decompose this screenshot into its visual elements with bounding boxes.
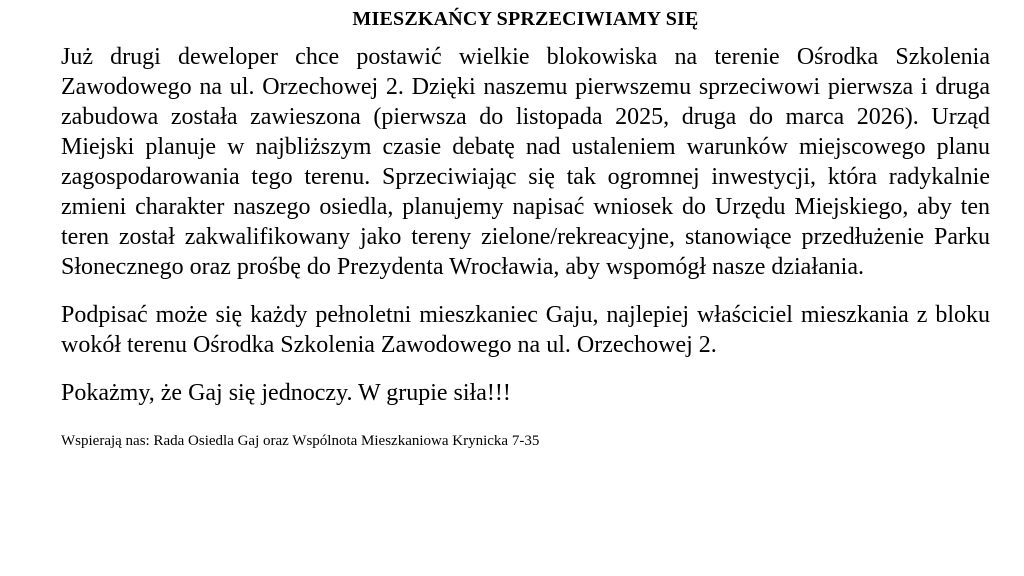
document-footer-supporters: Wspierają nas: Rada Osiedla Gaj oraz Wspólnota Mieszkaniowa Krynicka 7-35 — [61, 433, 540, 449]
paragraph-who-can-sign: Podpisać może się każdy pełnoletni mieszkaniec Gaju, najlepiej właściciel mieszkania z bloku wokół terenu Ośrodka Szkolenia Zawodowego na ul. Orzechowej 2. — [61, 302, 990, 358]
paragraph-slogan: Pokażmy, że Gaj się jednoczy. W grupie siła!!! — [61, 380, 511, 406]
paragraph-appeal: Już drugi deweloper chce postawić wielkie blokowiska na terenie Ośrodka Szkolenia Zawodowego na ul. Orzechowej 2. Dzięki naszemu pierwszemu sprzeciwowi pierwsza i druga zabudowa została zawieszona (pierwsza do listopada 2025, druga do marca 2026). Urząd Miejski planuje w najbliższym czasie debatę nad ustaleniem warunków miejscowego planu zagospodarowania tego terenu. Sprzeciwiając się tak ogromnej inwestycji, która radykalnie zmieni charakter naszego osiedla, planujemy napisać wniosek do Urzędu Miejskiego, aby ten teren został zakwalifikowany jako tereny zielone/rekreacyjne, stanowiące przedłużenie Parku Słonecznego oraz prośbę do Prezydenta Wrocławia, aby wspomógł nasze działania. — [61, 44, 990, 280]
document-title: MIESZKAŃCY SPRZECIWIAMY SIĘ — [352, 8, 699, 30]
